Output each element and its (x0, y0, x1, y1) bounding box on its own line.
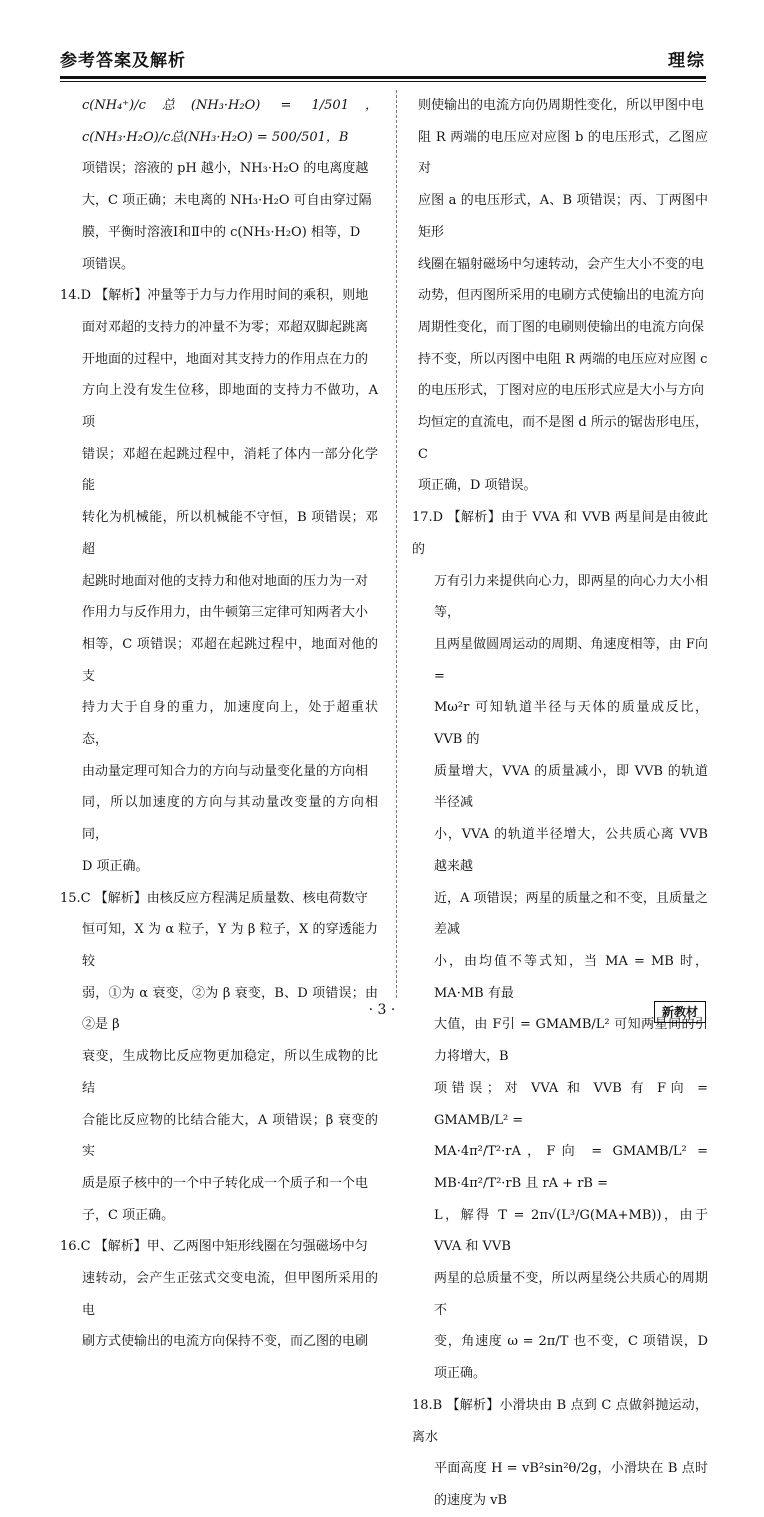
q17-line: 两星的总质量不变，所以两星绕公共质心的周期不 (434, 1271, 708, 1318)
q16-cont-line: 则使输出的电流方向仍周期性变化，所以甲图中电 (418, 98, 705, 113)
q17-line: 万有引力来提供向心力，即两星的向心力大小相等， (434, 573, 708, 621)
q14-line: 14.D 【解析】冲量等于力与力作用时间的乘积，则地 (60, 288, 369, 304)
q16-cont-line: 的电压形式，丁图对应的电压形式应是大小与方向 (418, 383, 705, 399)
q16-cont-line: 均恒定的直流电，而不是图 d 所示的锯齿形电压，C (418, 415, 708, 462)
q14-line: 转化为机械能，所以机械能不守恒，B 项错误；邓超 (82, 510, 378, 557)
q18-line: 平面高度 H = vB²sin²θ/2g，小滑块在 B 点时的速度为 vB (434, 1461, 708, 1508)
q17-line: L，解得 T = 2π√(L³/G(MA+MB))，由于 VVA 和 VVB (434, 1207, 708, 1255)
q15-line: 恒可知，X 为 α 粒子，Y 为 β 粒子，X 的穿透能力较 (82, 922, 378, 969)
q17-line: 质量增大，VVA 的质量减小，即 VVB 的轨道半径减 (434, 763, 708, 811)
page-number: · 3 · (368, 1002, 396, 1018)
q17-line: 且两星做圆周运动的周期、角速度相等，由 F向 = (434, 636, 708, 684)
q14-line: 方向上没有发生位移，即地面的支持力不做功，A 项 (82, 383, 378, 431)
q16-cont-line: 动势，但丙图所采用的电刷方式使输出的电流方向 (418, 288, 705, 304)
q14-line: 持力大于自身的重力，加速度向上，处于超重状态， (82, 700, 378, 748)
q17-line: 17.D 【解析】由于 VVA 和 VVB 两星间是由彼此的 (412, 510, 708, 557)
q14-line: 相等，C 项错误；邓超在起跳过程中，地面对他的支 (82, 636, 378, 684)
q15-line: 子，C 项正确。 (82, 1207, 175, 1223)
header-rule-thin (60, 81, 706, 82)
q17-line: MA·4π²/T²·rA，F向 = GMAMB/L² = MB·4π²/T²·rB 且 rA + rB = (434, 1144, 708, 1191)
continued-formula: c(NH₄⁺)/c总(NH₃·H₂O) = 1/501，c(NH₃·H₂O)/c总(NH₃·H₂O) = 500/501，B (82, 98, 378, 145)
text-line: 大，C 项正确；未电离的 NH₃·H₂O 可自由穿过隔 (82, 193, 372, 209)
text-line: 膜，平衡时溶液Ⅰ和Ⅱ中的 c(NH₃·H₂O) 相等，D (82, 224, 361, 240)
q15-line: 弱，①为 α 衰变，②为 β 衰变，B、D 项错误；由②是 β (82, 985, 378, 1033)
q14-line: D 项正确。 (82, 858, 149, 874)
q16-line: 16.C 【解析】甲、乙两图中矩形线圈在匀强磁场中匀 (60, 1239, 368, 1255)
q17-line: 小，VVA 的轨道半径增大，公共质心离 VVB 越来越 (434, 827, 708, 874)
q16-cont-line: 持不变，所以丙图中电阻 R 两端的电压应对应图 c (418, 351, 708, 367)
q14-line: 同，所以加速度的方向与其动量改变量的方向相同， (82, 795, 378, 843)
q17-line: Mω²r 可知轨道半径与天体的质量成反比，VVB 的 (434, 700, 708, 748)
q16-cont-line: 应图 a 的电压形式，A、B 项错误；丙、丁两图中矩形 (418, 193, 708, 240)
q16-cont-line: 项正确，D 项错误。 (418, 478, 537, 494)
q17-line: 项错误；对 VVA 和 VVB 有 F向 = GMAMB/L² = (434, 1080, 708, 1128)
header-right-title: 理综 (668, 51, 706, 71)
q14-line: 作用力与反作用力，由牛顿第三定律可知两者大小 (82, 605, 369, 621)
q14-line: 起跳时地面对他的支持力和他对地面的压力为一对 (82, 573, 369, 589)
q17-line: 近，A 项错误；两星的质量之和不变，且质量之差减 (434, 890, 708, 938)
q18-line: 18.B 【解析】小滑块由 B 点到 C 点做斜抛运动，离水 (412, 1397, 708, 1445)
right-column (412, 90, 708, 1517)
q14-line: 错误；邓超在起跳过程中，消耗了体内一部分化学能 (82, 446, 378, 494)
q17-line: 小，由均值不等式知，当 MA = MB 时，MA·MB 有最 (434, 953, 708, 1001)
q17-line: 变，角速度 ω = 2π/T 也不变，C 项错误，D 项正确。 (434, 1334, 708, 1382)
edition-badge: 新教材 (654, 1001, 706, 1023)
q15-line: 质是原子核中的一个中子转化成一个质子和一个电 (82, 1175, 369, 1191)
q17-line: 大值，由 F引 = GMAMB/L² 可知两星间的引力将增大，B (434, 1017, 708, 1065)
header-left-title: 参考答案及解析 (60, 51, 186, 71)
column-divider (396, 90, 397, 998)
text-line: 项错误。 (82, 256, 135, 272)
left-column (60, 90, 378, 1358)
q14-line: 开地面的过程中，地面对其支持力的作用点在力的 (82, 351, 369, 367)
q15-line: 合能比反应物的比结合能大，A 项错误；β 衰变的实 (82, 1112, 378, 1160)
q15-line: 15.C 【解析】由核反应方程满足质量数、核电荷数守 (60, 890, 368, 906)
q14-line: 面对邓超的支持力的冲量不为零；邓超双脚起跳离 (82, 319, 369, 335)
text-line: 项错误；溶液的 pH 越小，NH₃·H₂O 的电离度越 (82, 161, 369, 177)
q16-cont-line: 阻 R 两端的电压应对应图 b 的电压形式，乙图应对 (418, 129, 708, 177)
q16-line: 刷方式使输出的电流方向保持不变，而乙图的电刷 (82, 1334, 369, 1350)
page-header (60, 40, 706, 74)
q14-line: 由动量定理可知合力的方向与动量变化量的方向相 (82, 763, 369, 779)
q15-line: 衰变，生成物比反应物更加稳定，所以生成物的比结 (82, 1049, 378, 1096)
header-rule-thick (60, 76, 706, 79)
q16-line: 速转动，会产生正弦式交变电流，但甲图所采用的电 (82, 1271, 378, 1318)
q16-cont-line: 线圈在辐射磁场中匀速转动，会产生大小不变的电 (418, 256, 705, 272)
q16-cont-line: 周期性变化，而丁图的电刷则使输出的电流方向保 (418, 319, 705, 335)
